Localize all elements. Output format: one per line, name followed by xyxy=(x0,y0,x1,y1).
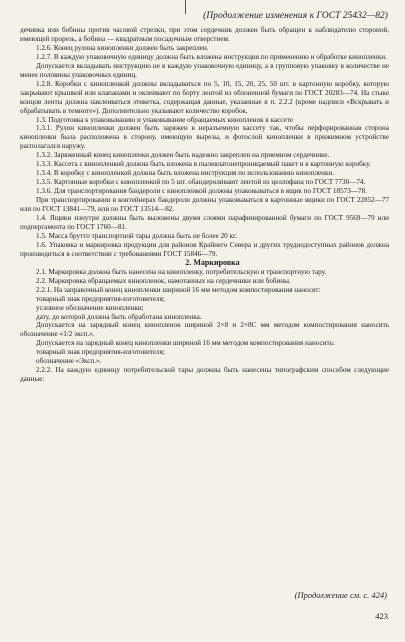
scan-mark xyxy=(185,0,186,14)
section-title: 2. Маркировка xyxy=(185,257,240,267)
paragraph: 2.2.2. На каждую единицу потребительской тары должны быть нанесены типографским способом следующие данные: xyxy=(20,366,389,384)
document-body xyxy=(20,26,389,384)
paragraph: 1.4. Ящики изнутри должны быть выложены двумя слоями парафинированной бумаги по ГОСТ 9569—79 или подпергамента по ГОСТ 1760—81. xyxy=(20,214,389,231)
paragraph: 2.2. Маркировка обращаемых кинопленок, намотанных на сердечники или бобины. xyxy=(36,276,291,285)
paragraph: 1.2.7. В каждую упаковочную единицу должна быть вложена инструкция по применению и обработке кинопленки. xyxy=(36,52,387,61)
paragraph: дату, до которой должна быть обработана кинопленка. xyxy=(36,312,202,321)
paragraph: товарный знак предприятия-изготовителя; xyxy=(36,294,165,303)
paragraph: Допускается вкладывать инструкцию не в каждую упаковочную единицу, а в групповую упаковку в количестве не менее половины упаковочных единиц. xyxy=(20,61,389,79)
paragraph: 1.3.6. Для транспортирования бандероли с кинопленкой должны упаковываться в ящик по ГОСТ 18573—78. xyxy=(36,187,367,196)
paragraph: обозначение «Эксп.». xyxy=(36,357,102,366)
paragraph: условное обозначение кинопленки; xyxy=(36,303,144,312)
paragraph: 1.3. Подготовка к упаковыванию и упаковывание обращаемых кинопленок в кассете xyxy=(36,115,293,124)
paragraph: 1.3.2. Заряженный конец кинопленки должен быть надежно закреплен на приемном сердечнике. xyxy=(36,151,330,160)
paragraph: Допускается на зарядный конец кинопленок шириной 2×8 и 2×8С мм методом компостирования наносить обозначение «1/2 эксп.». xyxy=(20,321,389,339)
paragraph: дечника или бобины против часовой стрелки, при этом сердечник должен быть обращен к наблюдателю стороной, имеющей прорезь, а бобина — квадратным посадочным отверстием. xyxy=(20,26,389,43)
paragraph: 2.2.1. На заправочный конец кинопленки шириной 16 мм методом компостирования наносят: xyxy=(36,285,321,294)
continuation-note: (Продолжение см. с. 424) xyxy=(294,590,387,600)
paragraph: 2.1. Маркировка должна быть нанесена на кинопленку, потребительскую и транспортную тару. xyxy=(36,267,327,276)
page-number: 423 xyxy=(375,611,388,621)
paragraph: 1.6. Упаковка и маркировка продукции для районов Крайнего Севера и других труднодоступных районов должна производиться в соответствии с требованиями ГОСТ 15846—79. xyxy=(20,240,389,258)
paragraph: 1.3.4. В коробку с кинопленкой должна быть вложена инструкция по использованию кинопленки. xyxy=(36,169,335,178)
paragraphs-block-2 xyxy=(20,268,389,384)
paragraph: 1.3.5. Картонные коробки с кинопленкой по 5 шт. обандероливают лентой из целлофана по ГОСТ 7730—74. xyxy=(36,178,366,187)
paragraph: 1.3.3. Кассета с кинопленкой должна быть вложена в пылевлагонепроницаемый пакет и в картонную коробку. xyxy=(36,160,371,169)
paragraph: 1.5. Масса брутто транспортной тары должна быть не более 20 кг. xyxy=(36,231,237,240)
paragraph: товарный знак предприятия-изготовителя; xyxy=(36,348,165,357)
page-header: (Продолжение изменения к ГОСТ 25432—82) xyxy=(203,11,388,21)
paragraph: При транспортировании в контейнерах бандероли должны упаковываться в картонные ящики по ГОСТ 22852—77 или по ГОСТ 13841—79, или по ГОСТ 13514—82. xyxy=(20,196,389,214)
paragraph: 1.2.8. Коробки с кинопленкой должны вкладываться по 5, 10, 15, 20, 25, 50 шт. в картонную коробку, которую закрывают крышкой или клапанами и оклеивают по борту лентой из облоненной бумаги по ГОСТ 20283—74. На стыке концов ленты должна наклеиваться этикетка, содержащая данные, указанные в п. 2.2.2 (кроме надписи «Вскрывать и обрабатывать в темноте»). Дополнительно указывают количество коробок. xyxy=(20,79,389,115)
paragraph: 1.3.1. Рулон кинопленки должен быть заряжен в неразъемную кассету так, чтобы перфорированная сторона кинопленки была расположена в сторону, имеющую вырезы, и фотослой кинопленки в прижимном устройстве располагался наружу. xyxy=(20,124,389,151)
paragraphs-block-1 xyxy=(20,26,389,259)
paragraph: 1.2.6. Конец рулона кинопленки должен быть закреплен. xyxy=(36,43,209,52)
paragraph: Допускается на зарядный конец кинопленки шириной 16 мм методом компостирования наносить: xyxy=(36,339,335,348)
